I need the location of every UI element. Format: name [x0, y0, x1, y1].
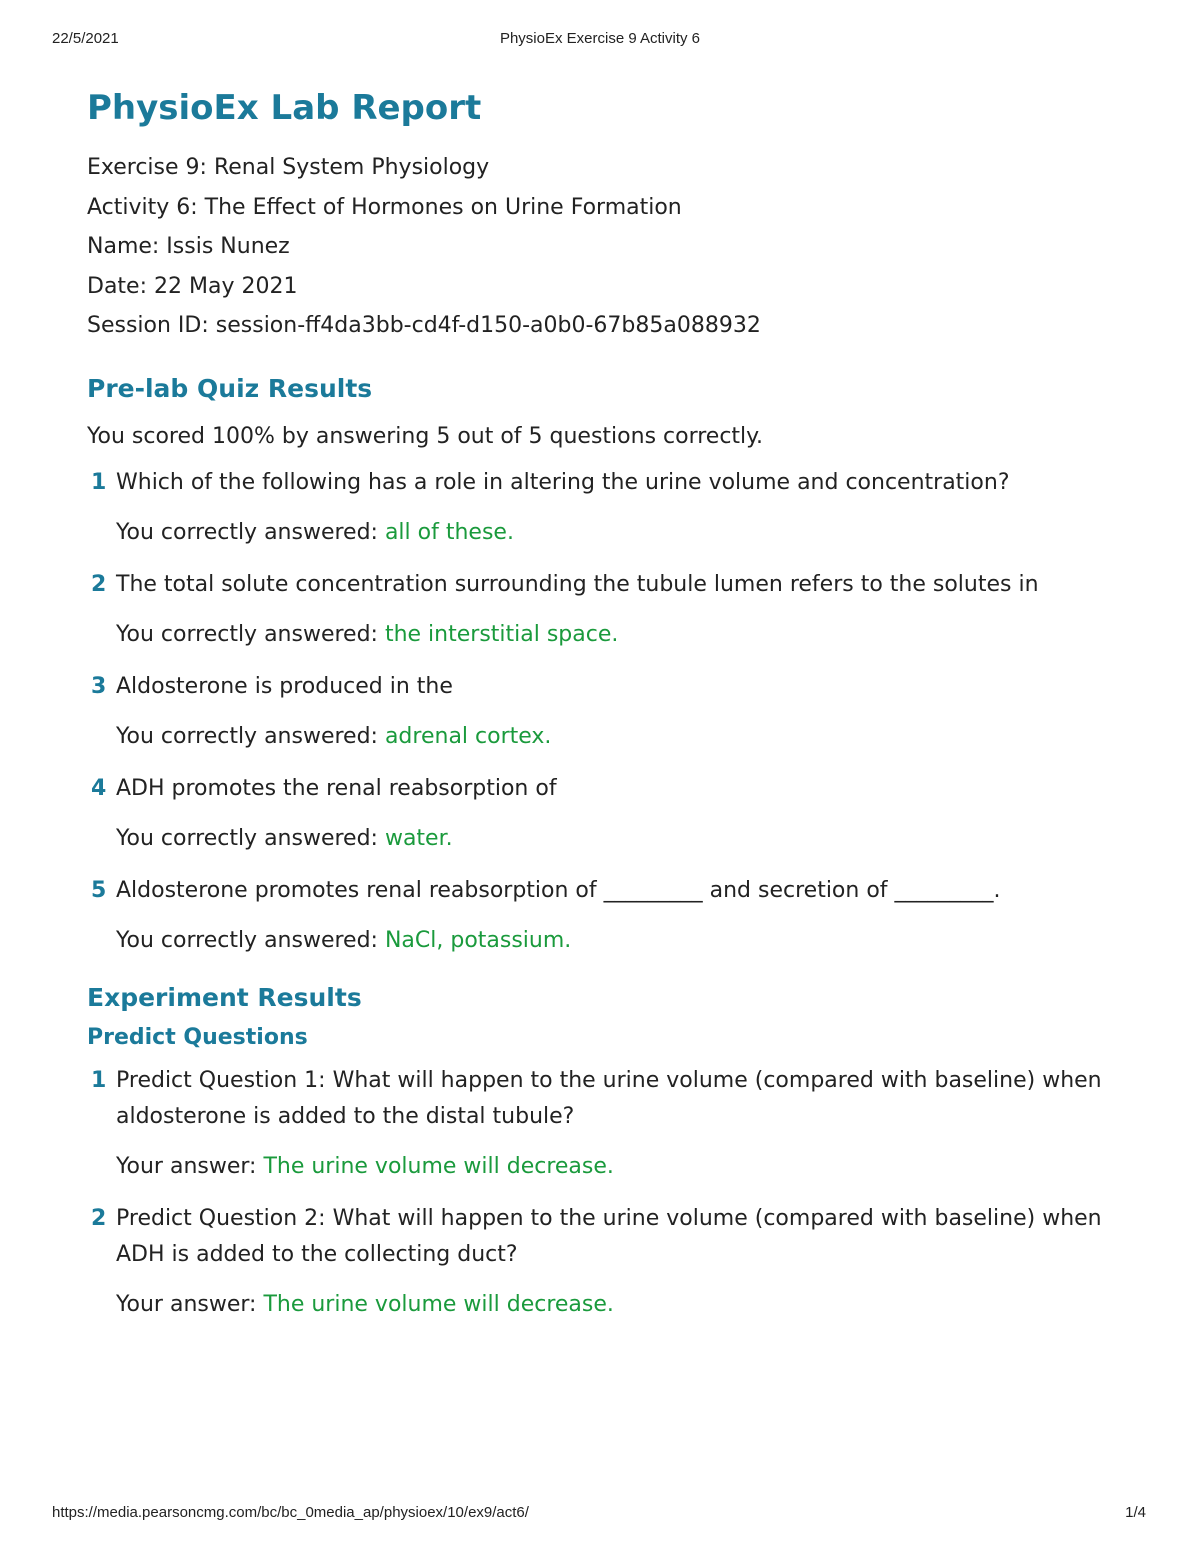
predict-question — [87, 1063, 1127, 1183]
page-url: https://media.pearsoncmg.com/bc/bc_0media_ap/physioex/10/ex9/act6/ — [52, 1504, 529, 1521]
predict-questions-heading: Predict Questions — [87, 1024, 308, 1050]
question-text: Predict Question 2: What will happen to the urine volume (compared with baseline) when ADH is added to the collecting duct? — [116, 1205, 1102, 1267]
answer-row — [116, 823, 1127, 855]
question-text: ADH promotes the renal reabsorption of — [116, 775, 557, 801]
date-line: Date: 22 May 2021 — [87, 273, 298, 299]
report-title: PhysioEx Lab Report — [87, 88, 482, 128]
answer-value: The urine volume will decrease. — [263, 1153, 614, 1179]
answer-row — [116, 1289, 1127, 1321]
question-number: 4 — [91, 775, 107, 801]
question-number: 1 — [91, 469, 107, 495]
predict-question-list — [87, 1063, 1127, 1321]
answer-row — [116, 925, 1127, 957]
quiz-question — [87, 771, 1127, 855]
question-text: Aldosterone promotes renal reabsorption of _________ and secretion of _________. — [116, 877, 1001, 903]
question-text: Which of the following has a role in altering the urine volume and concentration? — [116, 469, 1010, 495]
answer-label: You correctly answered: — [116, 723, 385, 749]
prelab-quiz-heading: Pre-lab Quiz Results — [87, 373, 373, 403]
answer-label: You correctly answered: — [116, 825, 385, 851]
quiz-score: You scored 100% by answering 5 out of 5 questions correctly. — [87, 423, 764, 449]
activity-line: Activity 6: The Effect of Hormones on Urine Formation — [87, 194, 682, 220]
question-text: Predict Question 1: What will happen to the urine volume (compared with baseline) when aldosterone is added to the distal tubule? — [116, 1067, 1102, 1129]
answer-row — [116, 619, 1127, 651]
question-number: 1 — [91, 1067, 107, 1093]
question-number: 2 — [91, 1205, 107, 1231]
answer-label: You correctly answered: — [116, 519, 385, 545]
answer-value: water. — [384, 825, 453, 851]
answer-value: The urine volume will decrease. — [263, 1291, 614, 1317]
quiz-question-list — [87, 465, 1127, 957]
question-number: 5 — [91, 877, 107, 903]
answer-value: NaCl, potassium. — [384, 927, 572, 953]
report-meta — [87, 148, 1127, 346]
quiz-question — [87, 567, 1127, 651]
lab-report — [87, 84, 1127, 1339]
answer-label: You correctly answered: — [116, 621, 385, 647]
question-number: 3 — [91, 673, 107, 699]
answer-row — [116, 721, 1127, 753]
quiz-question — [87, 873, 1127, 957]
page-number: 1/4 — [1125, 1504, 1146, 1521]
name-line: Name: Issis Nunez — [87, 234, 290, 259]
answer-label: You correctly answered: — [116, 927, 385, 953]
answer-value: adrenal cortex. — [384, 723, 552, 749]
answer-value: the interstitial space. — [384, 621, 619, 647]
answer-label: Your answer: — [116, 1153, 264, 1179]
question-number: 2 — [91, 571, 107, 597]
answer-label: Your answer: — [116, 1291, 264, 1317]
print-page-title: PhysioEx Exercise 9 Activity 6 — [499, 30, 701, 47]
question-text: The total solute concentration surrounding the tubule lumen refers to the solutes in — [116, 571, 1039, 597]
answer-value: all of these. — [384, 519, 514, 545]
question-text: Aldosterone is produced in the — [116, 673, 453, 699]
quiz-question — [87, 669, 1127, 753]
session-id-line: Session ID: session-ff4da3bb-cd4f-d150-a0b0-67b85a088932 — [87, 313, 761, 338]
experiment-results-heading: Experiment Results — [87, 982, 362, 1012]
answer-row — [116, 517, 1127, 549]
predict-question — [87, 1201, 1127, 1321]
answer-row — [116, 1151, 1127, 1183]
print-date: 22/5/2021 — [52, 30, 119, 47]
exercise-line: Exercise 9: Renal System Physiology — [87, 155, 490, 180]
quiz-question — [87, 465, 1127, 549]
